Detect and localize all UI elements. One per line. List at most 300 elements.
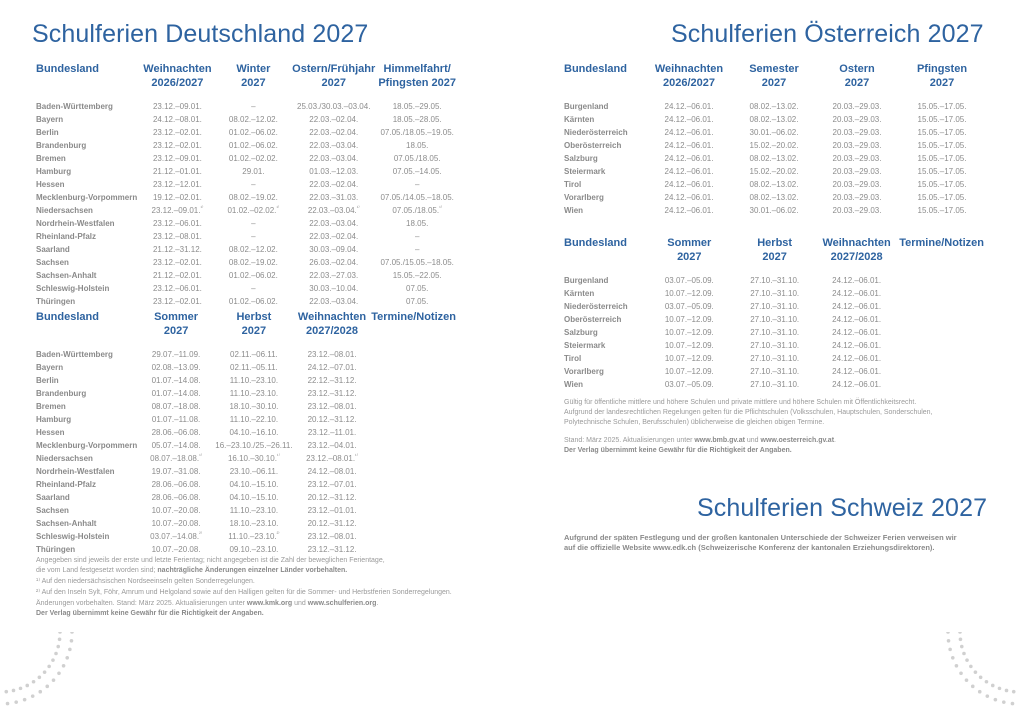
date-cell: 21.12.–02.01. <box>152 271 202 280</box>
date-cell: 22.12.–31.12. <box>307 376 357 385</box>
date-cell: 15.05.–17.05. <box>917 193 967 202</box>
date-cell: – <box>414 245 420 254</box>
date-cell <box>899 287 984 300</box>
decorative-dot <box>25 684 29 688</box>
decorative-dot <box>54 652 58 656</box>
date-cell: 16.–23.10./25.–26.11. <box>215 441 293 450</box>
date-cell: 01.03.–12.03. <box>309 167 359 176</box>
column-header: Himmelfahrt/ Pfingsten 2027 <box>378 63 456 89</box>
date-cell <box>371 543 456 556</box>
date-cell: 22.03.–03.04.$^{^{1)}}$ <box>307 205 360 215</box>
table-row <box>36 178 456 191</box>
date-cell: 20.03.–29.03. <box>832 141 882 150</box>
decorative-dot <box>960 645 964 649</box>
state-name: Hamburg <box>36 415 72 424</box>
decorative-dot <box>38 690 42 694</box>
column-header: Winter 2027 <box>236 63 271 89</box>
date-cell: 27.10.–31.10. <box>750 276 800 285</box>
date-cell: 23.12.–08.01. <box>307 350 357 359</box>
date-cell: 15.05.–17.05. <box>917 102 967 111</box>
state-name: Tirol <box>564 180 582 189</box>
date-cell <box>371 478 456 491</box>
column-header: Sommer 2027 <box>667 237 712 263</box>
note-line: ²⁾ Auf den Inseln Sylt, Föhr, Amrum und Helgoland sowie auf den Halligen gelten für die Sommer- und Herbstferien Sonderregelungen. <box>36 589 452 596</box>
date-cell: 08.02.–19.02. <box>228 193 278 202</box>
state-name: Saarland <box>36 493 70 502</box>
state-name: Berlin <box>36 128 59 137</box>
date-cell <box>371 426 456 439</box>
date-cell: 23.12.–01.01. <box>307 506 357 515</box>
date-cell: 01.02.–06.02. <box>228 128 278 137</box>
date-cell: 20.03.–29.03. <box>832 128 882 137</box>
table-row <box>36 413 456 426</box>
date-cell: 22.03.–03.04. <box>309 297 359 306</box>
date-cell <box>371 530 456 543</box>
date-cell: 24.12.–07.01. <box>307 363 357 372</box>
ch-note-line: Aufgrund der späten Festlegung und der großen kantonalen Unterschiede der Schweizer Ferien verweisen wir <box>564 533 957 542</box>
state-name: Sachsen-Anhalt <box>36 271 97 280</box>
column-header: Ostern 2027 <box>839 63 875 89</box>
decorative-dot <box>979 675 983 679</box>
column-header: Sommer 2027 <box>154 311 199 337</box>
date-cell: 29.01. <box>242 167 265 176</box>
table-row <box>36 517 456 530</box>
state-name: Bayern <box>36 115 64 124</box>
date-cell: 30.03.–10.04. <box>309 284 359 293</box>
title-oesterreich: Schulferien Österreich 2027 <box>671 20 984 48</box>
table-row <box>36 282 456 295</box>
date-cell: 22.03.–02.04. <box>309 115 359 124</box>
date-cell: 28.06.–06.08. <box>151 480 201 489</box>
date-cell <box>371 465 456 478</box>
date-cell: 11.10.–22.10. <box>229 415 279 424</box>
date-cell: 22.03.–03.04. <box>309 219 359 228</box>
column-header: Semester 2027 <box>749 63 799 89</box>
decorative-dot <box>32 680 36 684</box>
table-header <box>36 310 456 348</box>
table-row <box>36 295 456 308</box>
date-cell: 24.12.–06.01. <box>664 167 714 176</box>
state-name: Kärnten <box>564 289 595 298</box>
date-cell: 20.12.–31.12. <box>307 493 357 502</box>
state-name: Kärnten <box>564 115 595 124</box>
decorative-dot <box>947 639 951 643</box>
column-header: Bundesland <box>36 311 99 323</box>
state-name: Baden-Württemberg <box>36 350 113 359</box>
table-row <box>36 348 456 361</box>
table-row <box>36 452 456 465</box>
date-cell: 23.12.–11.01. <box>307 428 357 437</box>
date-cell: 21.12.–31.12. <box>152 245 202 254</box>
date-cell: 10.07.–12.09. <box>664 328 714 337</box>
date-cell: 23.10.–06.11. <box>229 467 279 476</box>
date-cell: 24.12.–08.01. <box>307 467 357 476</box>
date-cell: 10.07.–12.09. <box>664 315 714 324</box>
decorative-dot <box>991 684 995 688</box>
date-cell: 07.05./18.05.–19.05. <box>380 128 454 137</box>
date-cell: 24.12.–06.01. <box>832 302 882 311</box>
date-cell: 08.07.–18.08.$^{^{1)}}$ <box>150 453 202 463</box>
decorative-dot <box>70 639 74 643</box>
state-name: Steiermark <box>564 167 606 176</box>
date-cell: – <box>251 284 256 293</box>
date-cell: 01.02.–06.02. <box>228 141 278 150</box>
date-cell: 01.02.–06.02. <box>228 271 278 280</box>
date-cell: 07.05. <box>406 297 429 306</box>
decorative-dot <box>1005 689 1009 693</box>
bmb-link[interactable]: www.bmb.gv.at <box>694 437 745 444</box>
date-cell: 23.12.–12.01. <box>152 180 202 189</box>
date-cell: 28.06.–06.08. <box>151 493 201 502</box>
state-name: Niederösterreich <box>564 302 628 311</box>
state-name: Niedersachsen <box>36 206 93 215</box>
date-cell: 22.03.–02.04. <box>309 128 359 137</box>
column-header: Termine/Notizen <box>371 311 456 323</box>
table-row <box>564 139 984 152</box>
table-row <box>36 387 456 400</box>
date-cell: 20.03.–29.03. <box>832 193 882 202</box>
date-cell: 20.03.–29.03. <box>832 167 882 176</box>
table-row <box>564 191 984 204</box>
decorative-dot <box>946 632 950 634</box>
decorative-dot <box>6 702 10 706</box>
date-cell: 27.10.–31.10. <box>750 289 800 298</box>
date-cell <box>899 313 984 326</box>
de-table-winter <box>36 62 456 308</box>
state-name: Nordrhein-Westfalen <box>36 219 115 228</box>
date-cell: 15.02.–20.02. <box>749 141 799 150</box>
date-cell: 09.10.–23.10. <box>229 545 279 554</box>
schulferien-link[interactable]: www.schulferien.org <box>307 600 377 607</box>
decorative-dots-left <box>0 632 90 712</box>
table-row <box>36 191 456 204</box>
date-cell: 27.10.–31.10. <box>750 380 800 389</box>
decorative-dot <box>14 700 18 704</box>
state-name: Thüringen <box>36 297 76 306</box>
title-schweiz: Schulferien Schweiz 2027 <box>697 494 988 522</box>
note-line: Polytechnische Schulen, Berufsschulen) üblicherweise die gleichen obigen Termine. <box>564 419 825 426</box>
table-row <box>36 152 456 165</box>
date-cell: 22.03.–31.03. <box>309 193 359 202</box>
date-cell: 08.07.–18.08. <box>151 402 201 411</box>
date-cell: 07.05. <box>406 284 429 293</box>
date-cell: 11.10.–23.10. <box>229 376 279 385</box>
date-cell: 24.12.–06.01. <box>832 354 882 363</box>
date-cell: 24.12.–06.01. <box>832 289 882 298</box>
decorative-dot <box>12 689 16 693</box>
column-header: Herbst 2027 <box>757 237 793 263</box>
decorative-dot <box>57 671 61 675</box>
decorative-dot <box>994 698 998 702</box>
decorative-dot <box>4 690 8 694</box>
date-cell: 01.02.–06.02. <box>228 297 278 306</box>
date-cell: 11.10.–23.10. <box>229 389 279 398</box>
state-name: Oberösterreich <box>564 141 622 150</box>
decorative-dot <box>56 645 60 649</box>
table-row <box>564 378 984 391</box>
date-cell: 24.12.–06.01. <box>832 341 882 350</box>
date-cell: 15.05.–17.05. <box>917 115 967 124</box>
decorative-dot <box>978 690 982 694</box>
date-cell: 23.12.–31.12. <box>307 545 357 554</box>
state-name: Hessen <box>36 428 65 437</box>
decorative-dot <box>971 685 975 689</box>
date-cell: 03.07.–05.09. <box>664 276 714 285</box>
date-cell: 02.08.–13.09. <box>151 363 201 372</box>
state-name: Rheinland-Pfalz <box>36 480 97 489</box>
date-cell: 15.05.–17.05. <box>917 167 967 176</box>
date-cell: 01.07.–14.08. <box>151 376 201 385</box>
date-cell: 23.12.–08.01. <box>307 402 357 411</box>
date-cell: 08.02.–12.02. <box>228 245 278 254</box>
date-cell: 20.03.–29.03. <box>832 154 882 163</box>
column-header: Weihnachten 2027/2028 <box>822 237 891 263</box>
state-name: Berlin <box>36 376 59 385</box>
note-line: Änderungen vorbehalten. Stand: März 2025. Aktualisierungen unter www.kmk.org und www.schulferien.org. <box>36 600 379 607</box>
date-cell: 23.12.–06.01. <box>152 219 202 228</box>
date-cell: 27.10.–31.10. <box>750 315 800 324</box>
date-cell <box>371 504 456 517</box>
date-cell: 15.05.–17.05. <box>917 128 967 137</box>
date-cell: 23.12.–02.01. <box>152 258 202 267</box>
date-cell: 15.05.–17.05. <box>917 154 967 163</box>
date-cell: 07.05./15.05.–18.05. <box>380 258 454 267</box>
state-name: Burgenland <box>564 276 609 285</box>
date-cell <box>899 365 984 378</box>
column-header: Pfingsten 2027 <box>916 63 968 89</box>
state-name: Niedersachsen <box>36 454 93 463</box>
date-cell: 23.12.–04.01. <box>307 441 357 450</box>
table-row <box>564 352 984 365</box>
date-cell: 04.10.–15.10. <box>229 480 279 489</box>
decorative-dot <box>68 648 72 652</box>
state-name: Hessen <box>36 180 65 189</box>
decorative-dot <box>986 694 990 698</box>
date-cell: 10.07.–12.09. <box>664 289 714 298</box>
decorative-dot <box>31 694 35 698</box>
table-row <box>564 287 984 300</box>
state-name: Brandenburg <box>36 389 87 398</box>
decorative-dot <box>1012 690 1016 694</box>
table-row <box>36 204 456 217</box>
column-header: Bundesland <box>564 237 627 249</box>
column-header: Bundesland <box>36 63 99 75</box>
table-row <box>36 243 456 256</box>
date-cell: 22.03.–02.04. <box>309 232 359 241</box>
decorative-dot <box>959 638 963 642</box>
date-cell: 28.06.–06.08. <box>151 428 201 437</box>
date-cell: 07.05./18.05.$^{^{1)}}$ <box>392 205 442 215</box>
table-row <box>36 478 456 491</box>
date-cell: 30.01.–06.02. <box>749 128 799 137</box>
table-row <box>36 230 456 243</box>
table-row <box>564 113 984 126</box>
table-row <box>564 100 984 113</box>
date-cell: 10.07.–20.08. <box>151 519 201 528</box>
date-cell: 18.05.–29.05. <box>392 102 442 111</box>
state-name: Nordrhein-Westfalen <box>36 467 115 476</box>
decorative-dot <box>965 678 969 682</box>
oesterreich-link[interactable]: www.oesterreich.gv.at <box>760 437 835 444</box>
state-name: Rheinland-Pfalz <box>36 232 97 241</box>
date-cell: 08.02.–13.02. <box>749 115 799 124</box>
date-cell: 27.10.–31.10. <box>750 328 800 337</box>
state-name: Mecklenburg-Vorpommern <box>36 193 138 202</box>
date-cell: 07.05.–14.05. <box>392 167 442 176</box>
decorative-dot <box>948 648 952 652</box>
date-cell: 26.03.–02.04. <box>309 258 359 267</box>
note-line: Stand: März 2025. Aktualisierungen unter www.bmb.gv.at und www.oesterreich.gv.at. <box>564 437 836 444</box>
note-line: ¹⁾ Auf den niedersächsischen Nordseeinseln gelten Sonderregelungen. <box>36 578 255 585</box>
date-cell: 23.12.–09.01.$^{^{1)}}$ <box>151 205 204 215</box>
table-header <box>564 236 984 274</box>
date-cell: – <box>251 102 256 111</box>
date-cell: 18.10.–30.10. <box>229 402 279 411</box>
date-cell: – <box>251 232 256 241</box>
table-row <box>564 274 984 287</box>
decorative-dot <box>19 687 23 691</box>
table-header <box>564 62 984 100</box>
date-cell: 11.10.–23.10. <box>229 506 279 515</box>
date-cell: 23.12.–02.01. <box>152 128 202 137</box>
title-deutschland: Schulferien Deutschland 2027 <box>32 20 369 48</box>
state-name: Thüringen <box>36 545 76 554</box>
date-cell: 18.05.–28.05. <box>392 115 442 124</box>
date-cell: 10.07.–12.09. <box>664 341 714 350</box>
date-cell <box>899 300 984 313</box>
date-cell: 24.12.–08.01. <box>152 115 202 124</box>
date-cell: 24.12.–06.01. <box>832 276 882 285</box>
date-cell: 24.12.–06.01. <box>664 141 714 150</box>
date-cell: 08.02.–12.02. <box>228 115 278 124</box>
date-cell: 24.12.–06.01. <box>832 380 882 389</box>
decorative-dot <box>45 685 49 689</box>
date-cell: 15.05.–22.05. <box>392 271 442 280</box>
state-name: Saarland <box>36 245 70 254</box>
column-header: Bundesland <box>564 63 627 75</box>
table-row <box>36 439 456 452</box>
date-cell: – <box>251 180 256 189</box>
date-cell: 19.12.–02.01. <box>152 193 202 202</box>
date-cell <box>899 274 984 287</box>
table-row <box>36 400 456 413</box>
column-header: Weihnachten 2026/2027 <box>143 63 212 89</box>
table-row <box>36 269 456 282</box>
date-cell: 01.07.–11.08. <box>151 415 201 424</box>
date-cell: 23.12.–08.01.$^{^{1)}}$ <box>306 453 358 463</box>
date-cell: 07.05./14.05.–18.05. <box>380 193 454 202</box>
date-cell: 22.03.–27.03. <box>309 271 359 280</box>
date-cell: 20.12.–31.12. <box>307 519 357 528</box>
date-cell: 05.07.–14.08. <box>151 441 201 450</box>
date-cell <box>371 413 456 426</box>
date-cell: 01.02.–02.02.$^{^{1)}}$ <box>227 205 280 215</box>
date-cell: 10.07.–20.08. <box>151 506 201 515</box>
date-cell: 22.03.–03.04. <box>309 141 359 150</box>
date-cell: 08.02.–13.02. <box>749 154 799 163</box>
date-cell: – <box>414 232 420 241</box>
decorative-dot <box>1011 702 1015 706</box>
date-cell: – <box>251 219 256 228</box>
date-cell: 03.07.–14.08.$^{^{2)}}$ <box>150 531 202 541</box>
state-name: Brandenburg <box>36 141 87 150</box>
table-row <box>36 491 456 504</box>
table-header <box>36 62 456 100</box>
date-cell: 24.12.–06.01. <box>664 154 714 163</box>
date-cell: 20.03.–29.03. <box>832 206 882 215</box>
date-cell: 02.11.–06.11. <box>230 350 278 359</box>
state-name: Tirol <box>564 354 582 363</box>
state-name: Salzburg <box>564 328 598 337</box>
date-cell: 22.03.–02.04. <box>309 180 359 189</box>
date-cell <box>371 374 456 387</box>
date-cell: 24.12.–06.01. <box>664 115 714 124</box>
date-cell: 24.12.–06.01. <box>832 367 882 376</box>
date-cell: 03.07.–05.09. <box>664 380 714 389</box>
decorative-dot <box>38 675 42 679</box>
date-cell: 23.12.–31.12. <box>307 389 357 398</box>
date-cell: 03.07.–05.09. <box>664 302 714 311</box>
table-row <box>564 339 984 352</box>
date-cell: 07.05./18.05. <box>393 154 441 163</box>
state-name: Wien <box>564 380 584 389</box>
de-table-summer <box>36 310 456 556</box>
decorative-dot <box>955 664 959 668</box>
date-cell: 20.03.–29.03. <box>832 180 882 189</box>
decorative-dot <box>962 652 966 656</box>
date-cell: 18.10.–23.10. <box>229 519 279 528</box>
decorative-dot <box>51 658 55 662</box>
kmk-link[interactable]: www.kmk.org <box>246 600 293 607</box>
date-cell: 02.11.–05.11. <box>230 363 278 372</box>
note-line: die vom Land festgesetzt worden sind; nachträgliche Änderungen einzelner Länder vorbehalten. <box>36 567 348 574</box>
state-name: Bremen <box>36 154 66 163</box>
table-row <box>36 256 456 269</box>
date-cell: 27.10.–31.10. <box>750 354 800 363</box>
date-cell: 08.02.–19.02. <box>228 258 278 267</box>
note-line: Aufgrund der landesrechtlichen Regelungen gelten für die Pflichtschulen (Volksschulen, Hauptschulen, Sonderschulen, <box>564 409 933 416</box>
decorative-dot <box>1002 700 1006 704</box>
state-name: Hamburg <box>36 167 72 176</box>
date-cell: 04.10.–15.10. <box>229 493 279 502</box>
state-name: Sachsen <box>36 506 69 515</box>
table-row <box>36 504 456 517</box>
state-name: Mecklenburg-Vorpommern <box>36 441 138 450</box>
table-row <box>564 365 984 378</box>
decorative-dot <box>70 632 74 634</box>
decorative-dot <box>958 632 962 634</box>
note-line: Der Verlag übernimmt keine Gewähr für die Richtigkeit der Angaben. <box>36 610 264 617</box>
date-cell: 11.10.–23.10.$^{^{2)}}$ <box>228 531 280 541</box>
state-name: Niederösterreich <box>564 128 628 137</box>
date-cell: 16.10.–30.10.$^{^{1)}}$ <box>227 453 280 463</box>
date-cell <box>899 352 984 365</box>
date-cell: 08.02.–13.02. <box>749 180 799 189</box>
decorative-dot <box>58 638 62 642</box>
note-line: Gültig für öffentliche mittlere und höhere Schulen und private mittlere und höhere Schulen mit Öffentlichkeitsrecht. <box>564 399 917 406</box>
decorative-dot <box>974 670 978 674</box>
date-cell: 08.02.–13.02. <box>749 102 799 111</box>
date-cell: 01.02.–02.02. <box>228 154 278 163</box>
date-cell: 20.03.–29.03. <box>832 115 882 124</box>
date-cell: 30.03.–09.04. <box>309 245 359 254</box>
table-row <box>36 465 456 478</box>
table-row <box>36 113 456 126</box>
date-cell: 27.10.–31.10. <box>750 341 800 350</box>
date-cell <box>899 339 984 352</box>
decorative-dot <box>58 632 62 634</box>
decorative-dot <box>62 664 66 668</box>
